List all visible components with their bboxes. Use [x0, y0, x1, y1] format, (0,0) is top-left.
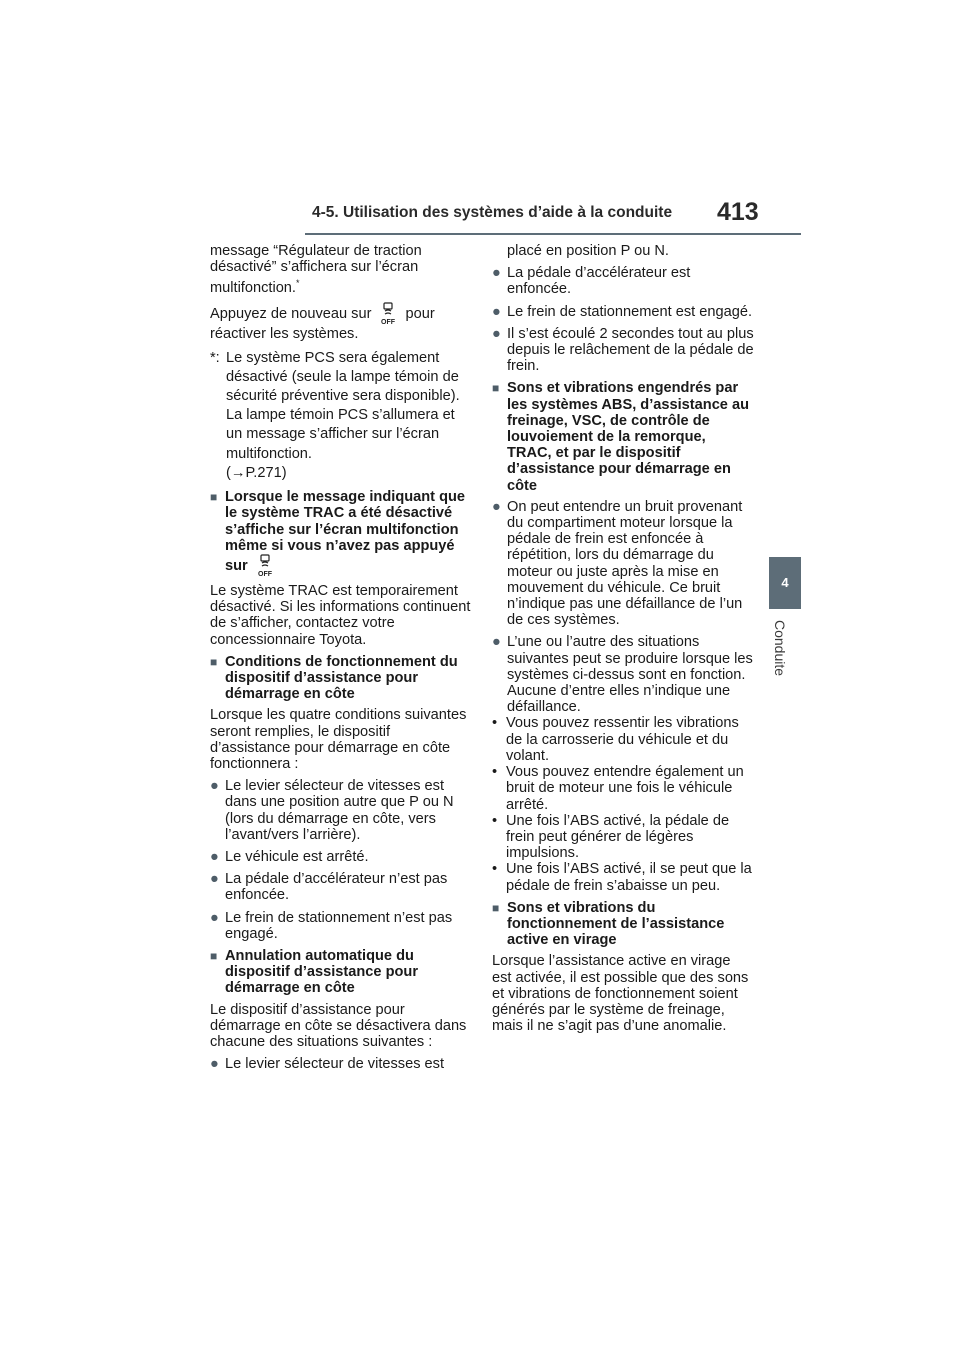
page-number: 413	[717, 198, 759, 226]
sub-list-item: • Vous pouvez entendre également un bruit de moteur une fois le véhicule arrêté.	[492, 764, 744, 813]
header-rule	[305, 233, 801, 235]
section-hill-start-conditions: ■ Conditions de fonctionnement du dispositif d’assistance pour démarrage en côte	[210, 653, 458, 703]
svg-text:OFF: OFF	[257, 570, 272, 578]
list-item: ● Le levier sélecteur de vitesses est dans une position autre que P ou N (lors du démarrage en côte, vers l’avant/vers l’arrière).	[210, 778, 454, 843]
list-item: ● On peut entendre un bruit provenant du compartiment moteur lorsque la pédale de frein est enfoncée à répétition, lors du démarrage du moteur ou juste après la mise en mouvement du véhicule. Ce bruit n’indique pas une défaillance de l’un de ces systèmes.	[492, 498, 743, 629]
left-column	[210, 243, 472, 1078]
list-item: ● L’une ou l’autre des situations suivantes peut se produire lorsque les systèmes ci-dessus sont en fonction. Aucune d’entre elles n’indique une défaillance.	[492, 634, 753, 716]
sub-list-item: • Une fois l’ABS activé, la pédale de frein peut générer de légères impulsions.	[492, 812, 730, 862]
section-abs-sounds: ■ Sons et vibrations engendrés par les systèmes ABS, d’assistance au freinage, VSC, de contrôle de louvoiement de la remorque, TRAC, et par le dispositif d’assistance pour démarrage en côte	[492, 380, 750, 494]
chapter-label: Conduite	[772, 620, 788, 677]
section-header: 4-5. Utilisation des systèmes d’aide à la conduite	[312, 204, 673, 221]
list-item: ● Le levier sélecteur de vitesses est	[210, 1056, 445, 1073]
list-item: ● Le véhicule est arrêté.	[210, 848, 369, 865]
section-trac-body: Le système TRAC est temporairement désactivé. Si les informations continuent de s’afficher, contactez votre concessionnaire Toyota.	[210, 582, 471, 648]
right-column	[492, 243, 754, 1040]
section-active-cornering-body: Lorsque l’assistance active en virage est activée, il est possible que des sons et vibrations de fonctionnement soient générés par le système de freinage, mais il ne s’agit pas d’une anomalie.	[492, 953, 749, 1035]
list-item: ● Le frein de stationnement est engagé.	[492, 303, 753, 320]
list-item: ● La pédale d’accélérateur est enfoncée.	[492, 265, 691, 298]
sub-list-item: • Une fois l’ABS activé, il se peut que la pédale de frein s’abaisse un peu.	[492, 861, 752, 894]
section-auto-cancel-body: Le dispositif d’assistance pour démarrage en côte se désactivera dans chacune des situations suivantes :	[210, 1001, 467, 1050]
vsc-off-icon	[254, 554, 276, 578]
list-item-continuation: placé en position P ou N.	[507, 243, 669, 259]
chapter-tab: 4	[769, 557, 801, 609]
list-item: ● La pédale d’accélérateur n’est pas enfoncée.	[210, 871, 448, 904]
reactivate-paragraph: Appuyez de nouveau sur OFF pour réactiver les systèmes.	[210, 302, 472, 342]
section-hill-start-body: Lorsque les quatre conditions suivantes seront remplies, le dispositif d’assistance pour démarrage en côte fonctionnera :	[210, 707, 467, 772]
section-auto-cancel: ■ Annulation automatique du dispositif d’assistance pour démarrage en côte	[210, 947, 419, 997]
section-active-cornering: ■ Sons et vibrations du fonctionnement de l’assistance active en virage	[492, 899, 725, 949]
sub-list-item: • Vous pouvez ressentir les vibrations de la carrosserie du véhicule et du volant.	[492, 715, 739, 764]
section-trac-message: ■ Lorsque le message indiquant que le système TRAC a été désactivé s’affiche sur l’écran multifonction même si vous n’avez pas appuyé sur OFF	[210, 489, 466, 578]
list-item: ● Le frein de stationnement n’est pas engagé.	[210, 909, 453, 942]
footnote: *: Le système PCS sera également désactivé (seule la lampe témoin de sécurité préventive sera disponible). La lampe témoin PCS s’allumera et un message s’afficher sur l’écran multifonction. (→P.271)	[210, 349, 460, 481]
vsc-off-icon	[377, 302, 399, 326]
svg-text:OFF: OFF	[381, 319, 396, 327]
list-item: ● Il s’est écoulé 2 secondes tout au plus depuis le relâchement de la pédale de frein.	[492, 325, 754, 375]
intro-paragraph: message “Régulateur de traction désactivé” s’affichera sur l’écran multifonction.*	[210, 243, 422, 297]
